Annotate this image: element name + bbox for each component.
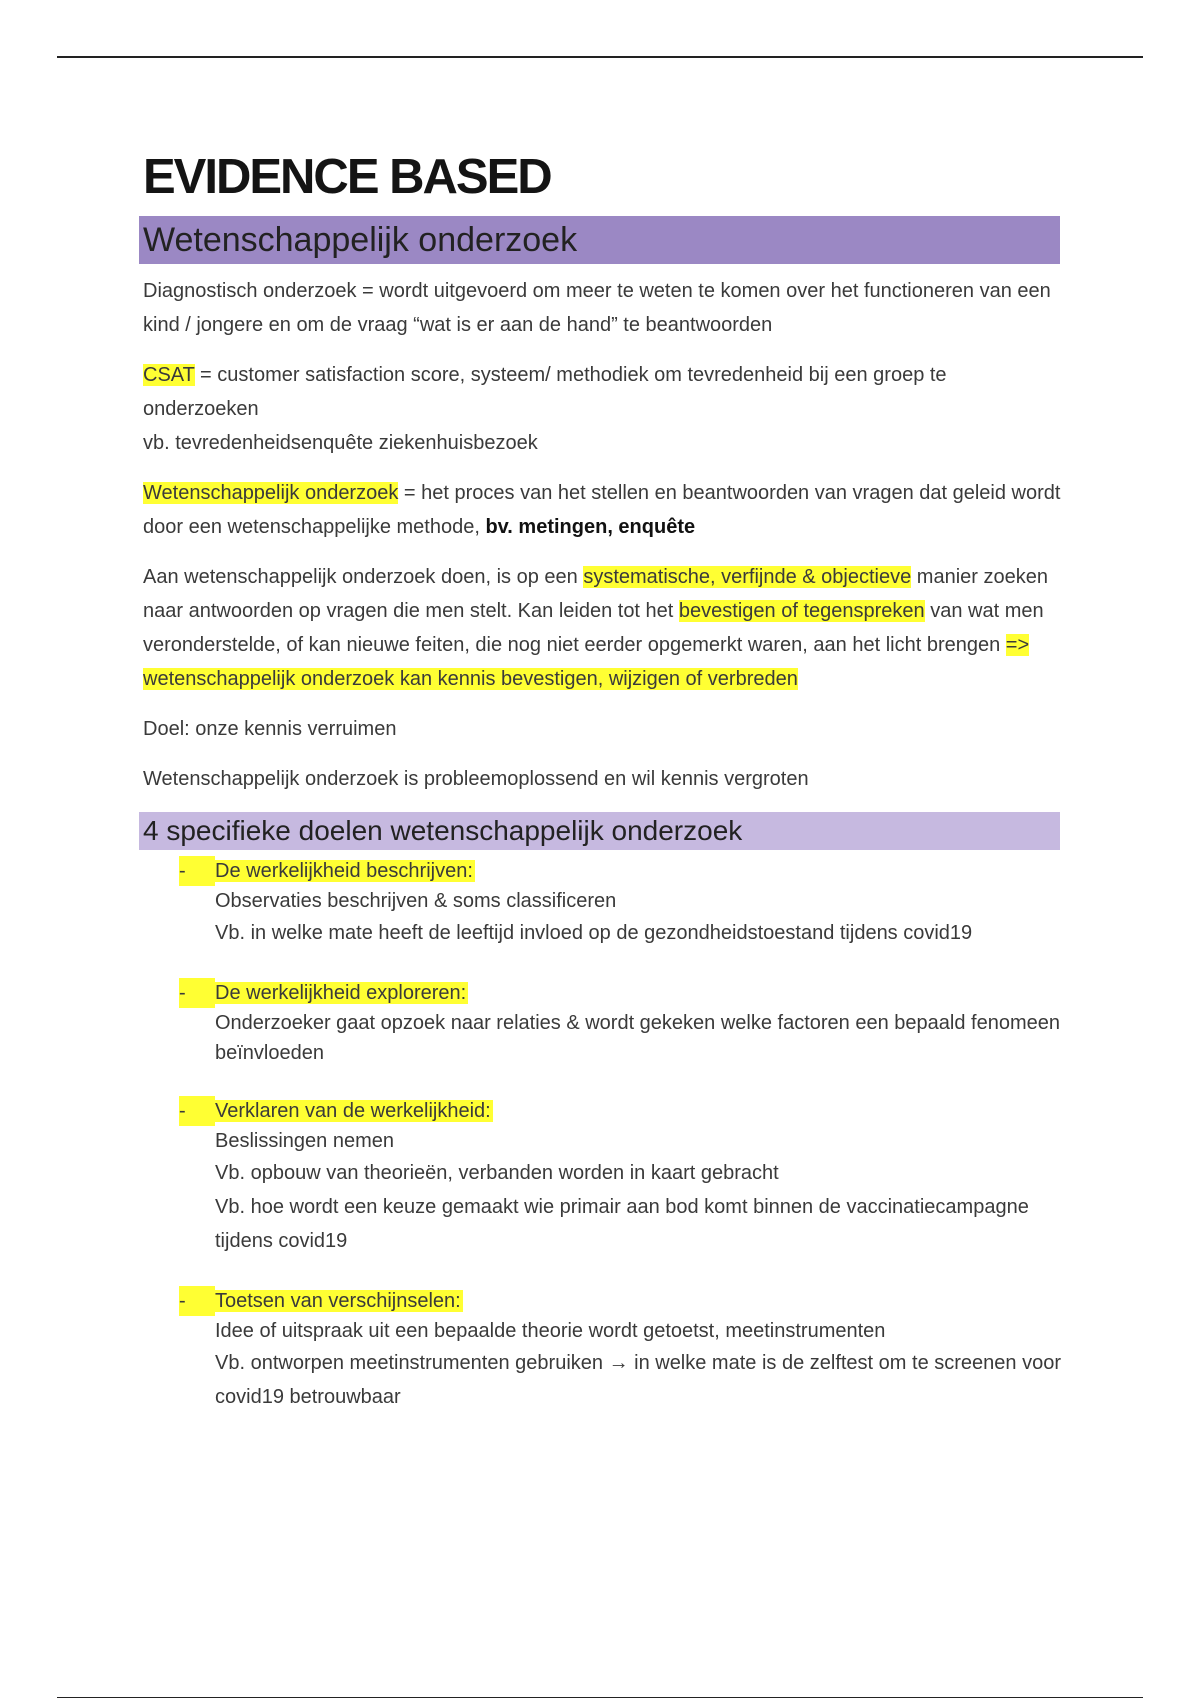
bottom-rule: [57, 1697, 1143, 1698]
paragraph-wetenschappelijk-onderzoek-definition: [143, 476, 1063, 544]
section-heading-4-doelen: 4 specifieke doelen wetenschappelijk onderzoek: [139, 812, 1060, 850]
goal-line: Vb. in welke mate heeft de leeftijd invloed op de gezondheidstoestand tijdens covid19: [215, 922, 973, 944]
paragraph-doel: Doel: onze kennis verruimen: [143, 718, 397, 740]
goals-list: [143, 856, 1063, 1414]
bullet-dash: -: [179, 1286, 215, 1316]
goal-line: Beslissingen nemen: [215, 1130, 394, 1152]
definition-example-bold: bv. metingen, enquête: [485, 516, 696, 538]
highlight-systematische: systematische, verfijnde & objectieve: [583, 566, 912, 588]
list-item: [179, 856, 1063, 950]
highlight-wetenschappelijk-onderzoek: Wetenschappelijk onderzoek: [143, 482, 399, 504]
goal-label: Verklaren van de werkelijkheid:: [215, 1100, 491, 1122]
paragraph-systematisch-onderzoek: [143, 560, 1063, 696]
top-rule: [57, 56, 1143, 58]
p4-text-c: van wat men veronderstelde, of kan nieuwe feiten, die nog niet eerder opgemerkt waren, aan het licht brengen: [143, 600, 1044, 656]
section-heading-wetenschappelijk-onderzoek: Wetenschappelijk onderzoek: [139, 216, 1060, 264]
highlight-bevestigen: bevestigen of tegenspreken: [678, 600, 925, 622]
goal-line: Observaties beschrijven & soms classificeren: [215, 890, 617, 912]
goal-label: Toetsen van verschijnselen:: [215, 1290, 461, 1312]
list-item: [179, 978, 1063, 1068]
bullet-dash: -: [179, 856, 215, 886]
csat-example: vb. tevredenheidsenquête ziekenhuisbezoek: [143, 432, 538, 454]
goal-label: De werkelijkheid exploreren:: [215, 982, 467, 1004]
goal-line: Vb. ontworpen meetinstrumenten gebruiken → in welke mate is de zelftest om te screenen voor covid19 betrouwbaar: [215, 1352, 1061, 1408]
document-body: [143, 150, 1063, 1442]
p4-text-a: Aan wetenschappelijk onderzoek doen, is op een: [143, 566, 584, 588]
goal-line: Vb. hoe wordt een keuze gemaakt wie primair aan bod komt binnen de vaccinatiecampagne tijdens covid19: [215, 1196, 1029, 1252]
csat-definition: = customer satisfaction score, systeem/ methodiek om tevredenheid bij een groep te onderzoeken: [143, 364, 947, 420]
p4-text-b: manier zoeken naar antwoorden op vragen die men stelt. Kan leiden tot het: [143, 566, 1048, 622]
document-title: EVIDENCE BASED: [143, 150, 551, 204]
paragraph-probleemoplossend: Wetenschappelijk onderzoek is probleemoplossend en wil kennis vergroten: [143, 768, 809, 790]
definition-text: = het proces van het stellen en beantwoorden van vragen dat geleid wordt door een wetenschappelijke methode,: [143, 482, 1061, 538]
list-item: [179, 1286, 1063, 1414]
highlight-kennis: => wetenschappelijk onderzoek kan kennis bevestigen, wijzigen of verbreden: [143, 634, 1030, 690]
goal-line: Onderzoeker gaat opzoek naar relaties & wordt gekeken welke factoren een bepaald fenomeen beïnvloeden: [215, 1012, 1060, 1064]
highlight-csat: CSAT: [143, 364, 195, 386]
bullet-dash: -: [179, 978, 215, 1008]
bullet-dash: -: [179, 1096, 215, 1126]
paragraph-diagnostisch-onderzoek: Diagnostisch onderzoek = wordt uitgevoerd om meer te weten te komen over het functioneren van een kind / jongere en om de vraag “wat is er aan de hand” te beantwoorden: [143, 280, 1051, 336]
goal-label: De werkelijkheid beschrijven:: [215, 860, 473, 882]
paragraph-csat: [143, 358, 1063, 460]
list-item: [179, 1096, 1063, 1258]
goal-line: Vb. opbouw van theorieën, verbanden worden in kaart gebracht: [215, 1162, 779, 1184]
goal-line: Idee of uitspraak uit een bepaalde theorie wordt getoetst, meetinstrumenten: [215, 1320, 886, 1342]
